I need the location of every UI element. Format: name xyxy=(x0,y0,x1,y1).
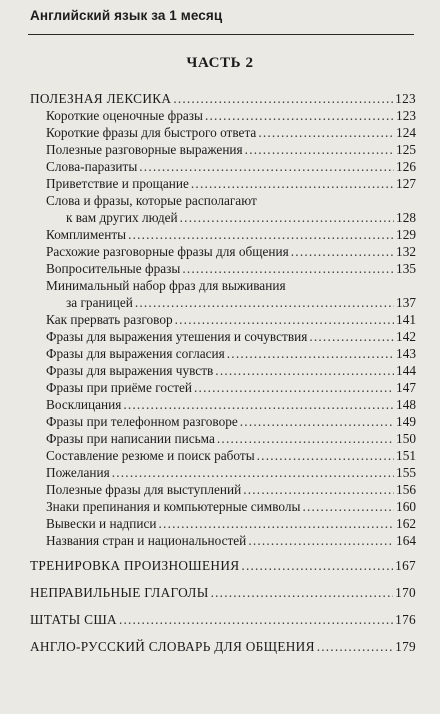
toc-page-number: 141 xyxy=(396,312,416,327)
toc-section-label: ТРЕНИРОВКА ПРОИЗНОШЕНИЯ xyxy=(30,558,240,573)
leader-dots xyxy=(159,515,395,532)
toc-item xyxy=(30,447,416,464)
toc-item xyxy=(30,141,416,158)
toc-item xyxy=(30,430,416,447)
toc-item xyxy=(30,464,416,481)
leader-dots xyxy=(217,430,394,447)
toc-item-label: Пожелания xyxy=(46,465,110,480)
leader-dots xyxy=(180,209,394,226)
toc-item-label: Комплименты xyxy=(46,227,127,242)
toc-item-label: Фразы при приёме гостей xyxy=(46,380,193,395)
toc-item-label: Составление резюме и поиск работы xyxy=(46,448,255,463)
toc-page-number: 160 xyxy=(396,499,416,514)
spacer xyxy=(30,601,416,611)
toc-section-label: ШТАТЫ США xyxy=(30,612,117,627)
leader-dots xyxy=(123,396,394,413)
leader-dots xyxy=(257,447,394,464)
toc-section-useful-vocabulary xyxy=(30,90,416,107)
leader-dots xyxy=(248,532,394,549)
toc-item-label: Фразы для выражения согласия xyxy=(46,346,225,361)
leader-dots xyxy=(205,107,394,124)
header-rule xyxy=(28,34,414,35)
toc-section-us-states xyxy=(30,611,416,628)
toc-item-two-line xyxy=(30,277,416,311)
toc-item-line2 xyxy=(30,294,416,311)
toc-item-label: Фразы при написании письма xyxy=(46,431,215,446)
toc-page-number: 125 xyxy=(396,142,416,157)
toc-page-number: 147 xyxy=(396,380,416,395)
toc-item xyxy=(30,362,416,379)
toc-page-number: 176 xyxy=(395,612,416,627)
toc-section-pronunciation xyxy=(30,557,416,574)
leader-dots xyxy=(227,345,394,362)
leader-dots xyxy=(139,158,394,175)
toc-item xyxy=(30,345,416,362)
toc-page-number: 167 xyxy=(395,558,416,573)
toc-page-number: 127 xyxy=(396,176,416,191)
toc-section-label: ПОЛЕЗНАЯ ЛЕКСИКА xyxy=(30,91,172,106)
leader-dots xyxy=(173,90,393,107)
toc-page-number: 123 xyxy=(396,108,416,123)
leader-dots xyxy=(182,260,394,277)
toc-item xyxy=(30,515,416,532)
toc-item-label-line1: Минимальный набор фраз для выживания xyxy=(46,278,286,293)
toc-item xyxy=(30,158,416,175)
toc-page-number: 123 xyxy=(395,91,416,106)
toc-item xyxy=(30,243,416,260)
spacer xyxy=(30,549,416,557)
toc-page-number: 155 xyxy=(396,465,416,480)
leader-dots xyxy=(317,638,393,655)
leader-dots xyxy=(243,481,394,498)
toc-item-label: Названия стран и национальностей xyxy=(46,533,247,548)
leader-dots xyxy=(302,498,394,515)
toc-item xyxy=(30,396,416,413)
toc-page-number: 132 xyxy=(396,244,416,259)
toc-item-label: Полезные разговорные выражения xyxy=(46,142,243,157)
toc-page-number: 126 xyxy=(396,159,416,174)
toc-page-number: 149 xyxy=(396,414,416,429)
leader-dots xyxy=(194,379,394,396)
toc-page-number: 162 xyxy=(396,516,416,531)
spacer xyxy=(30,574,416,584)
toc-item xyxy=(30,498,416,515)
toc-page-number: 151 xyxy=(396,448,416,463)
toc-item xyxy=(30,328,416,345)
running-header: Английский язык за 1 месяц xyxy=(30,8,223,23)
toc-page-number: 137 xyxy=(396,295,416,310)
toc-item-label-line2: к вам других людей xyxy=(66,210,178,225)
toc-item-label: Полезные фразы для выступлений xyxy=(46,482,242,497)
toc-page-number: 144 xyxy=(396,363,416,378)
toc-item-label: Знаки препинания и компьютерные символы xyxy=(46,499,301,514)
part-title: ЧАСТЬ 2 xyxy=(186,55,254,71)
toc-section-label: АНГЛО-РУССКИЙ СЛОВАРЬ ДЛЯ ОБЩЕНИЯ xyxy=(30,639,315,654)
toc-item-label: Фразы при телефонном разговоре xyxy=(46,414,238,429)
leader-dots xyxy=(240,413,394,430)
toc-item xyxy=(30,175,416,192)
toc-item xyxy=(30,532,416,549)
leader-dots xyxy=(215,362,394,379)
toc-item xyxy=(30,311,416,328)
toc-page-number: 164 xyxy=(396,533,416,548)
toc-page-number: 124 xyxy=(396,125,416,140)
leader-dots xyxy=(258,124,394,141)
leader-dots xyxy=(241,557,393,574)
toc-item-label: Вопросительные фразы xyxy=(46,261,181,276)
toc-page-number: 170 xyxy=(395,585,416,600)
toc-page-number: 135 xyxy=(396,261,416,276)
toc-page-number: 150 xyxy=(396,431,416,446)
toc-page-number: 142 xyxy=(396,329,416,344)
toc-page-number: 148 xyxy=(396,397,416,412)
toc-item xyxy=(30,226,416,243)
leader-dots xyxy=(291,243,394,260)
toc-item-label: Вывески и надписи xyxy=(46,516,157,531)
toc-item xyxy=(30,260,416,277)
toc-section-dictionary xyxy=(30,638,416,655)
toc-section-label: НЕПРАВИЛЬНЫЕ ГЛАГОЛЫ xyxy=(30,585,209,600)
toc-page-number: 143 xyxy=(396,346,416,361)
leader-dots xyxy=(112,464,394,481)
toc-item xyxy=(30,481,416,498)
toc-item-label: Как прервать разговор xyxy=(46,312,173,327)
toc-page-number: 156 xyxy=(396,482,416,497)
toc-item xyxy=(30,413,416,430)
toc-item-label: Восклицания xyxy=(46,397,122,412)
toc-item-label-line2: за границей xyxy=(66,295,133,310)
toc-item-label: Короткие оценочные фразы xyxy=(46,108,203,123)
toc-item-label: Короткие фразы для быстрого ответа xyxy=(46,125,257,140)
toc-item-label: Фразы для выражения утешения и сочувствия xyxy=(46,329,308,344)
toc-item-label: Расхожие разговорные фразы для общения xyxy=(46,244,289,259)
leader-dots xyxy=(175,311,394,328)
table-of-contents xyxy=(30,90,416,655)
toc-section-irregular-verbs xyxy=(30,584,416,601)
toc-page-number: 179 xyxy=(395,639,416,654)
leader-dots xyxy=(245,141,394,158)
toc-item-label-line1: Слова и фразы, которые располагают xyxy=(46,193,257,208)
toc-item-label: Приветствие и прощание xyxy=(46,176,189,191)
leader-dots xyxy=(119,611,393,628)
leader-dots xyxy=(309,328,394,345)
spacer xyxy=(30,628,416,638)
toc-item-label: Фразы для выражения чувств xyxy=(46,363,214,378)
toc-page-number: 129 xyxy=(396,227,416,242)
leader-dots xyxy=(128,226,394,243)
leader-dots xyxy=(135,294,394,311)
leader-dots xyxy=(211,584,394,601)
toc-item-line2 xyxy=(30,209,416,226)
toc-item xyxy=(30,124,416,141)
toc-item xyxy=(30,379,416,396)
leader-dots xyxy=(191,175,394,192)
toc-item xyxy=(30,107,416,124)
toc-item-label: Слова-паразиты xyxy=(46,159,138,174)
toc-item-two-line xyxy=(30,192,416,226)
toc-page-number: 128 xyxy=(396,210,416,225)
